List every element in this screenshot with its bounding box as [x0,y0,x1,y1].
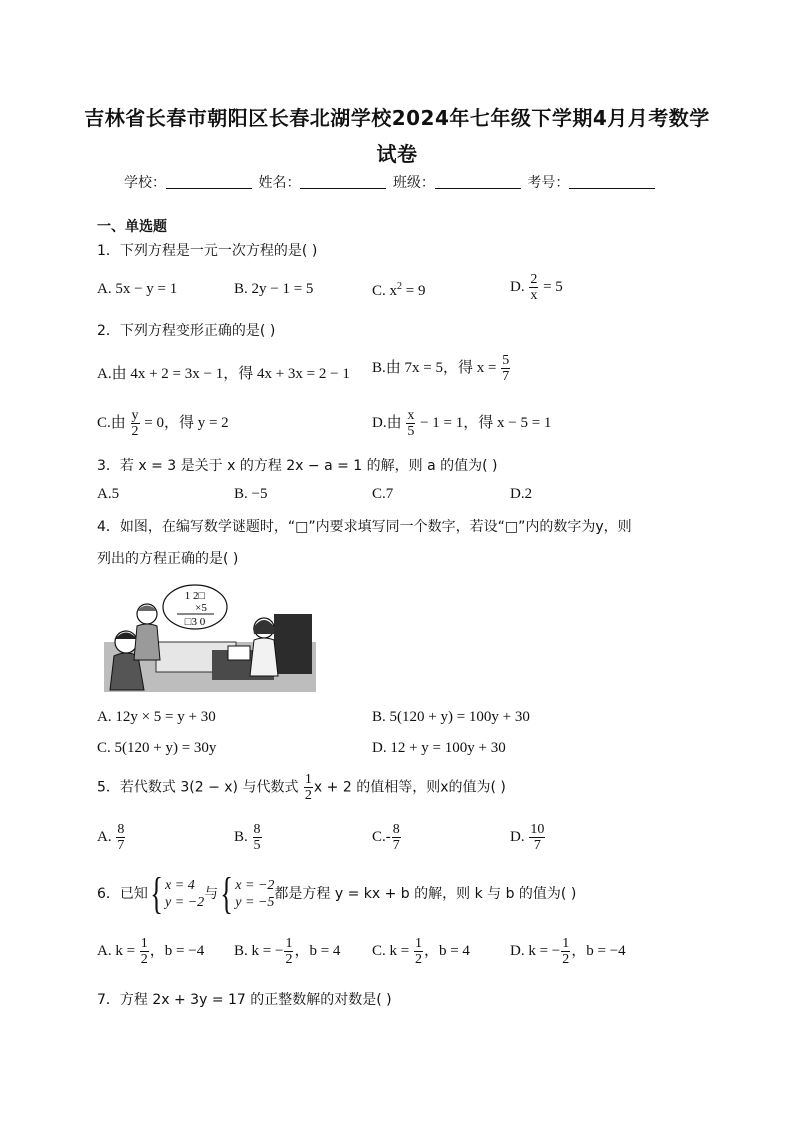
q6-sys2-line2: y = −5 [235,895,275,910]
section-title: 一、单选题 [97,219,167,235]
q6-a-suffix: ，b = −4 [149,942,205,959]
q5-c-fraction [392,822,401,853]
q6-brace-2: { [220,869,234,918]
q6-d-num: 1 [562,936,570,951]
exam-title-line1: 吉林省长春市朝阳区长春北湖学校2024年七年级下学期4月月考数学 [84,106,710,130]
q3-option-a: A.5 [97,486,120,502]
q4-stem-line2: 列出的方程正确的是( ) [97,551,239,567]
q5-b-num: 8 [253,822,261,837]
q2-b-den: 7 [502,369,510,384]
q1-option-d [510,272,563,303]
q2-option-c [97,408,229,439]
q6-c-fraction [414,936,423,967]
q2-option-a: A.由 4x + 2 = 3x − 1，得 4x + 3x = 2 − 1 [97,366,350,382]
q5-stem-num: 1 [304,772,312,787]
q1-option-a: A. 5x − y = 1 [97,281,178,297]
q1-stem: 1．下列方程是一元一次方程的是( ) [97,243,318,259]
q6-d-suffix: ，b = −4 [571,942,626,959]
q5-stem-fraction [304,772,313,803]
q1-d-prefix: D. [510,278,529,295]
name-blank[interactable] [300,174,386,189]
paper-sheet [228,646,250,660]
q5-b-prefix: B. [234,828,252,845]
q2-option-b [372,353,511,384]
q2-b-num: 5 [502,353,510,368]
q3-option-d: D.2 [510,486,533,502]
q5-a-fraction [116,822,125,853]
q1-c-suffix: = 9 [402,283,426,299]
exam-number-label: 考号： [527,175,570,191]
q2-c-prefix: C.由 [97,414,130,431]
q1-option-c [372,281,425,300]
exam-title-line2: 试卷 [376,142,418,166]
q2-c-fraction [131,408,140,439]
student-info-row [124,172,657,192]
q6-option-d [510,936,626,967]
q6-stem-mid: 与 [204,886,219,902]
q2-b-prefix: B.由 7x = 5，得 x = [372,359,501,376]
q6-a-den: 2 [140,952,148,967]
q6-d-fraction [561,936,570,967]
q6-a-prefix: A. k = [97,942,139,959]
q6-option-c [372,936,470,967]
girl-body [250,638,278,676]
q1-c-sup: 2 [397,281,403,292]
q5-c-prefix: C.- [372,828,391,845]
q5-stem [97,772,506,803]
q2-d-num: x [407,408,415,423]
q3-stem: 3．若 x = 3 是关于 x 的方程 2x − a = 1 的解，则 a 的值为( ) [97,458,498,474]
q5-a-den: 7 [117,838,125,853]
q6-b-suffix: ，b = 4 [294,942,341,959]
q6-sys1-line2: y = −2 [165,895,205,910]
q3-option-b: B. −5 [234,486,268,502]
q2-c-suffix: = 0，得 y = 2 [140,414,229,431]
q5-option-c [372,822,402,853]
class-label: 班级： [392,175,435,191]
q2-c-den: 2 [131,424,139,439]
q2-c-num: y [131,408,139,423]
q4-option-c: C. 5(120 + y) = 30y [97,740,217,756]
q6-d-den: 2 [562,952,570,967]
q6-option-b [234,936,340,967]
q5-option-d [510,822,546,853]
school-blank[interactable] [166,174,252,189]
bookshelf [274,614,312,674]
q5-c-num: 8 [392,822,400,837]
q4-option-a: A. 12y × 5 = y + 30 [97,709,216,725]
q2-d-fraction [406,408,415,439]
q1-c-prefix: C. x [372,283,398,299]
q5-d-fraction [529,822,545,853]
q4-option-d: D. 12 + y = 100y + 30 [372,740,506,756]
q2-b-fraction [501,353,510,384]
q1-d-den: x [530,288,538,303]
q1-d-fraction [529,272,538,303]
q6-system-1 [165,877,204,911]
q6-c-prefix: C. k = [372,942,413,959]
q6-b-num: 1 [285,936,293,951]
boy2-body [134,624,160,660]
puzzle-line2: ×5 [195,602,207,614]
q5-d-num: 10 [530,822,545,837]
q6-stem-suffix: 都是方程 y = kx + b 的解，则 k 与 b 的值为( ) [274,886,577,902]
q6-option-a [97,936,204,967]
q5-a-num: 8 [117,822,125,837]
q6-c-num: 1 [414,936,422,951]
q1-option-b: B. 2y − 1 = 5 [234,281,314,297]
q2-d-den: 5 [407,424,415,439]
q5-option-b [234,822,263,853]
q6-c-den: 2 [414,952,422,967]
q6-stem-prefix: 6．已知 [97,886,148,902]
q2-option-d [372,408,551,439]
school-label: 学校： [124,175,166,191]
q1-d-num: 2 [530,272,538,287]
q4-option-b: B. 5(120 + y) = 100y + 30 [372,709,530,725]
q6-c-suffix: ，b = 4 [423,942,470,959]
q5-a-prefix: A. [97,828,116,845]
q1-d-suffix: = 5 [539,278,563,295]
q5-d-den: 7 [533,838,541,853]
q6-a-fraction [140,936,149,967]
name-label: 姓名： [258,175,301,191]
q4-illustration [104,584,316,692]
q2-d-suffix: − 1 = 1，得 x − 5 = 1 [416,414,552,431]
q6-a-num: 1 [140,936,148,951]
q6-stem [97,869,577,918]
q4-stem-line1: 4．如图，在编写数学谜题时，“□”内要求填写同一个数字，若设“□”内的数字为y，则 [97,519,632,535]
q5-c-den: 7 [392,838,400,853]
q7-stem: 7．方程 2x + 3y = 17 的正整数解的对数是( ) [97,992,392,1008]
q5-b-den: 5 [253,838,261,853]
class-blank[interactable] [435,174,521,189]
q6-brace-1: { [150,869,163,918]
q6-system-2 [235,877,274,911]
puzzle-line1: 1 2□ [184,590,206,602]
q6-b-den: 2 [285,952,293,967]
q5-stem-suffix: x + 2 的值相等，则x的值为( ) [313,779,506,796]
puzzle-line3: □3 0 [184,616,206,628]
q6-b-prefix: B. k = − [234,942,284,959]
q3-option-c: C.7 [372,486,394,502]
q6-b-fraction [284,936,293,967]
q5-stem-den: 2 [304,788,312,803]
q2-stem: 2．下列方程变形正确的是( ) [97,323,276,339]
q2-d-prefix: D.由 [372,414,406,431]
q6-sys1-line1: x = 4 [165,878,195,893]
q6-sys2-line1: x = −2 [235,878,275,893]
exam-number-blank[interactable] [569,174,655,189]
q5-d-prefix: D. [510,828,529,845]
q5-stem-prefix: 5．若代数式 3(2 − x) 与代数式 [97,779,303,796]
q5-b-fraction [253,822,262,853]
q6-d-prefix: D. k = − [510,942,561,959]
q5-option-a [97,822,126,853]
